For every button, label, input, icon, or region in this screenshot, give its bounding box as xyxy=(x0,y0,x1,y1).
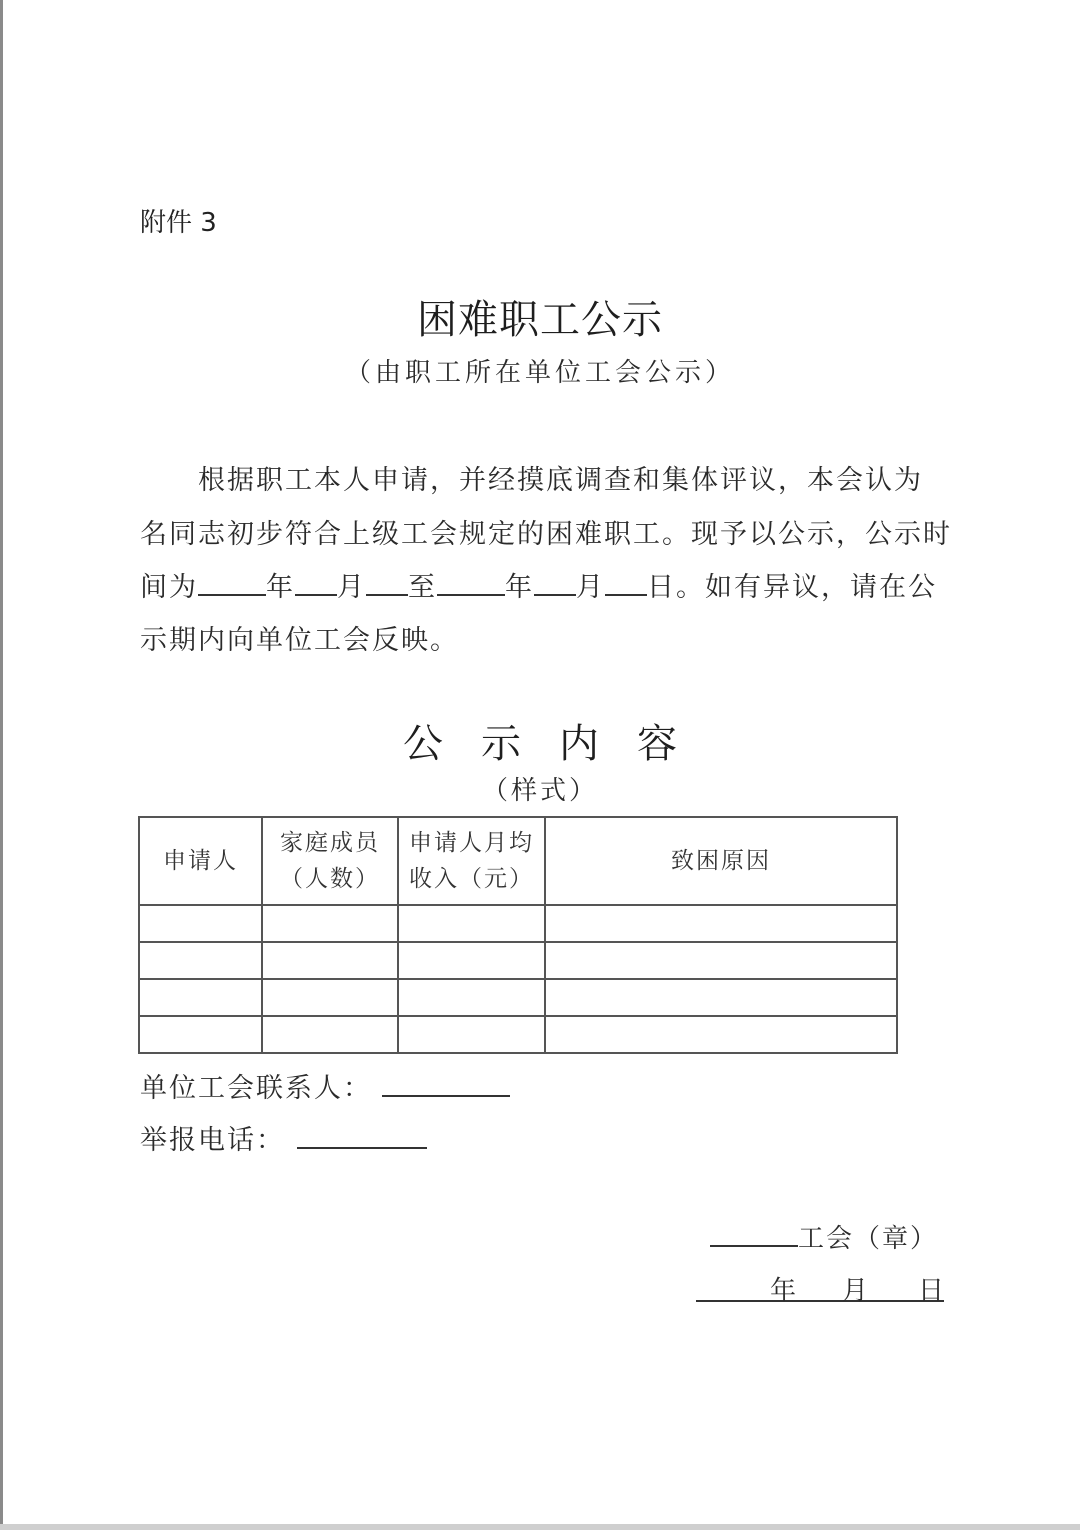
date-month-label: 月 xyxy=(842,1276,869,1306)
contact-line xyxy=(140,1066,510,1105)
union-name-blank[interactable] xyxy=(710,1244,798,1247)
attachment-label: 附件 3 xyxy=(140,208,217,238)
phone-label: 举报电话： xyxy=(140,1125,285,1156)
body-line-4: 示期内向单位工会反映。 xyxy=(140,625,459,656)
date-year-label: 年 xyxy=(770,1276,797,1306)
contact-label: 单位工会联系人： xyxy=(140,1073,372,1104)
blank-start-month[interactable] xyxy=(295,593,337,596)
table-cell[interactable] xyxy=(545,942,897,979)
table-cell[interactable] xyxy=(398,1016,545,1053)
label-month: 月 xyxy=(337,572,366,603)
table-cell[interactable] xyxy=(398,979,545,1016)
label-month-2: 月 xyxy=(576,572,605,603)
table-cell[interactable] xyxy=(398,905,545,942)
body-line-1: 根据职工本人申请，并经摸底调查和集体评议，本会认为 xyxy=(198,465,923,496)
date-day-label: 日 xyxy=(918,1276,945,1306)
table-cell[interactable] xyxy=(139,905,262,942)
table-cell[interactable] xyxy=(545,1016,897,1053)
section-title: 公示内容 xyxy=(403,721,715,767)
label-to: 至 xyxy=(408,572,437,603)
phone-line xyxy=(140,1118,427,1157)
table-cell[interactable] xyxy=(139,979,262,1016)
union-seal-label: 工会（章） xyxy=(798,1224,939,1254)
table-cell[interactable] xyxy=(545,905,897,942)
contact-blank[interactable] xyxy=(382,1094,510,1097)
table-row xyxy=(139,942,897,979)
page-bottom-edge xyxy=(0,1524,1080,1530)
body-line-2: 名同志初步符合上级工会规定的困难职工。现予以公示，公示时 xyxy=(140,519,952,550)
blank-end-year[interactable] xyxy=(437,593,505,596)
table-header-row xyxy=(139,817,897,905)
phone-blank[interactable] xyxy=(297,1146,427,1149)
body-line-3-prefix: 间为 xyxy=(140,572,198,603)
table-cell[interactable] xyxy=(398,942,545,979)
table-cell[interactable] xyxy=(262,1016,398,1053)
label-year: 年 xyxy=(266,572,295,603)
table-cell[interactable] xyxy=(262,979,398,1016)
blank-end-day[interactable] xyxy=(605,593,647,596)
blank-start-year[interactable] xyxy=(198,593,266,596)
table-cell[interactable] xyxy=(545,979,897,1016)
signature-date-line xyxy=(696,1270,945,1306)
table-row xyxy=(139,1016,897,1053)
table-cell[interactable] xyxy=(262,905,398,942)
label-year-2: 年 xyxy=(505,572,534,603)
announcement-table xyxy=(138,816,898,1054)
blank-end-month[interactable] xyxy=(534,593,576,596)
document-title: 困难职工公示 xyxy=(417,297,663,343)
table-cell[interactable] xyxy=(139,942,262,979)
table-cell[interactable] xyxy=(262,942,398,979)
body-line-3-suffix: 日。如有异议，请在公 xyxy=(647,572,937,603)
body-line-3 xyxy=(140,565,950,604)
union-seal-line xyxy=(710,1218,938,1255)
header-family-members: 家庭成员 （人数） xyxy=(262,817,398,905)
table-cell[interactable] xyxy=(139,1016,262,1053)
table-row xyxy=(139,905,897,942)
blank-start-day[interactable] xyxy=(366,593,408,596)
document-subtitle: （由职工所在单位工会公示） xyxy=(344,358,735,388)
header-hardship-reason: 致困原因 xyxy=(545,817,897,905)
header-monthly-income: 申请人月均 收入（元） xyxy=(398,817,545,905)
header-applicant: 申请人 xyxy=(139,817,262,905)
table-row xyxy=(139,979,897,1016)
section-subtitle: （样式） xyxy=(481,776,598,806)
